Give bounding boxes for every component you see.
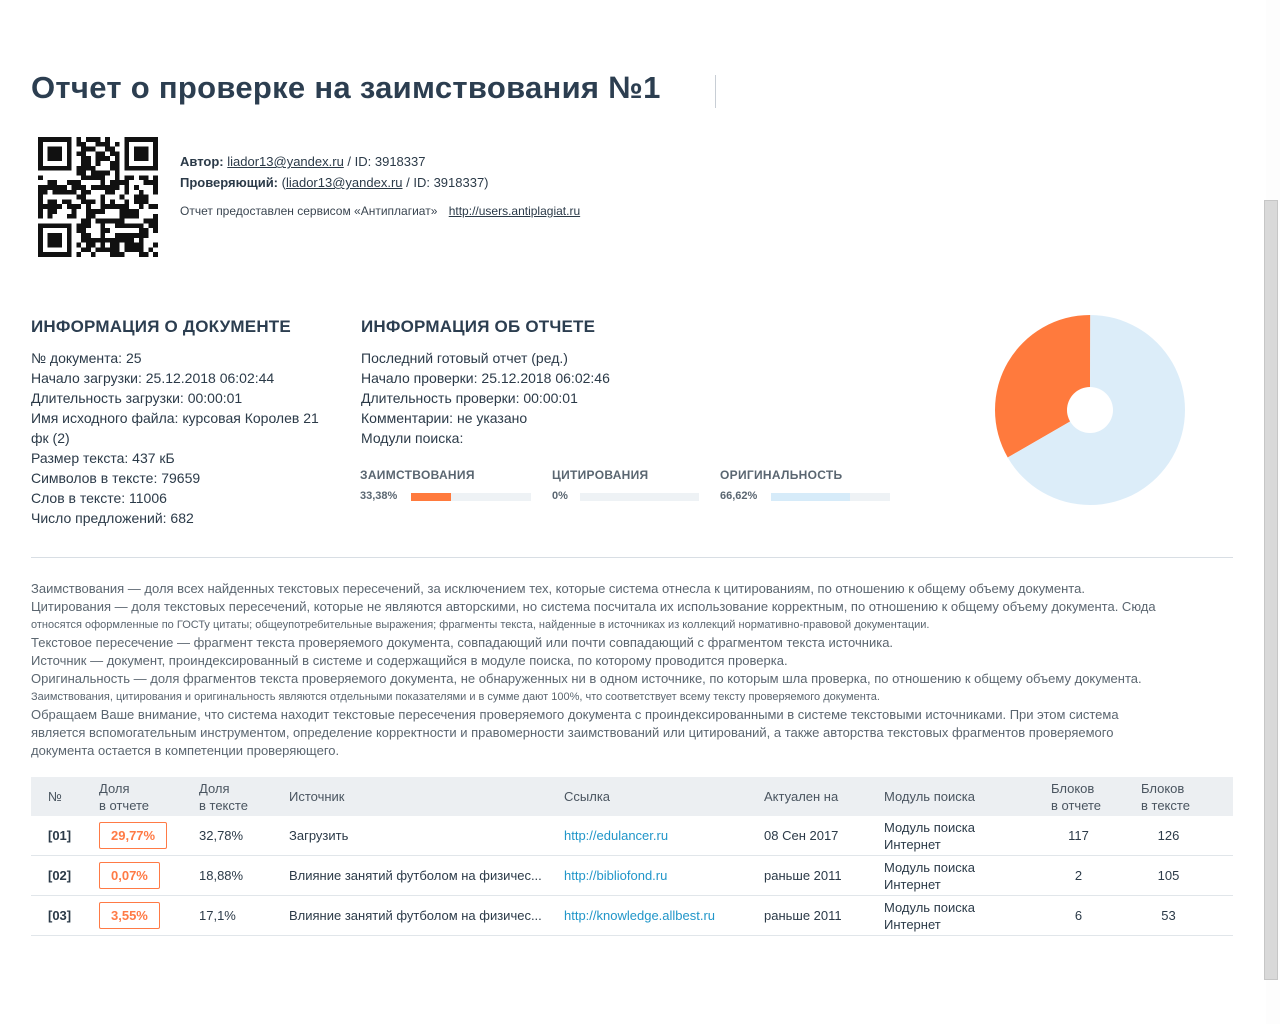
- metric-label: ЗАИМСТВОВАНИЯ: [360, 468, 475, 482]
- metric-label: ОРИГИНАЛЬНОСТЬ: [720, 468, 843, 482]
- checker-id: / ID: 3918337): [402, 175, 489, 190]
- row-number: [02]: [48, 868, 72, 883]
- table-body: [31, 816, 1233, 936]
- col-share-report-line: Доля: [99, 780, 130, 796]
- author-email-link[interactable]: liador13@yandex.ru: [227, 154, 344, 169]
- col-link: Ссылка: [564, 789, 611, 804]
- source-cell[interactable]: Загрузить: [289, 828, 349, 843]
- module-line: Интернет: [884, 876, 941, 892]
- col-source: Источник: [289, 789, 345, 804]
- donut-hole: [1067, 387, 1113, 433]
- report-info-line: Начало проверки: 25.12.2018 06:02:46: [361, 370, 610, 386]
- col-share-report: [99, 777, 149, 816]
- actual-date-cell: 08 Сен 2017: [764, 828, 839, 843]
- share-text-cell: 17,1%: [199, 908, 236, 923]
- divider: [31, 557, 1233, 558]
- checker-line: [180, 172, 580, 193]
- share-report-cell: [99, 816, 167, 855]
- module-line: Интернет: [884, 916, 941, 932]
- scrollbar-thumb[interactable]: [1264, 200, 1278, 980]
- metric-originality: [720, 468, 842, 502]
- report-info-line: Модули поиска:: [361, 430, 464, 446]
- doc-info-heading: ИНФОРМАЦИЯ О ДОКУМЕНТЕ: [31, 317, 291, 336]
- blocks-report-cell: 117: [1068, 828, 1089, 843]
- service-text: Отчет предоставлен сервисом «Антиплагиат»: [180, 204, 438, 218]
- col-num: №: [48, 789, 62, 804]
- table-row: [31, 856, 1233, 896]
- source-link[interactable]: http://knowledge.allbest.ru: [564, 908, 716, 923]
- metric-value: 33,38%: [360, 490, 398, 502]
- report-info-line: Комментарии: не указано: [361, 410, 528, 426]
- metric-track: [411, 493, 531, 501]
- doc-info-line: Число предложений: 682: [31, 510, 194, 526]
- note-line: Заимствования, цитирования и оригинальность являются отдельными показателями и в сумме дают 100%, что соответствует всему тексту проверяемого документа.: [31, 691, 880, 703]
- module-cell: [884, 856, 975, 895]
- doc-info-list: [31, 348, 319, 528]
- text-cursor: [715, 75, 716, 108]
- note-line: Оригинальность — доля фрагментов текста проверяемого документа, не обнаруженных ни в одном источнике, по которым шла проверка, по отношению к общему объему документа.: [31, 671, 1142, 686]
- note-line: Цитирования — доля текстовых пересечений, которые не являются авторскими, но система посчитала их использование корректным, по отношению к общему объему документа. Сюда: [31, 599, 1156, 614]
- metric-citations: [552, 468, 648, 502]
- service-link[interactable]: http://users.antiplagiat.ru: [448, 204, 581, 218]
- sources-table: [31, 777, 1233, 936]
- report-info-heading: ИНФОРМАЦИЯ ОБ ОТЧЕТЕ: [361, 317, 596, 336]
- metric-track: [580, 493, 699, 501]
- share-report-badge[interactable]: 29,77%: [99, 822, 167, 849]
- checker-label: Проверяющий:: [180, 175, 279, 190]
- col-blocks-report-line: в отчете: [1051, 797, 1102, 813]
- row-number: [01]: [48, 828, 72, 843]
- share-report-cell: [99, 856, 160, 895]
- metric-value: 0%: [552, 490, 568, 502]
- qr-finder-pattern: [38, 223, 72, 257]
- col-share-text: [199, 777, 248, 816]
- service-line: [180, 201, 580, 222]
- col-module: Модуль поиска: [884, 789, 975, 804]
- blocks-report-cell: 6: [1074, 908, 1083, 923]
- share-report-badge[interactable]: 0,07%: [99, 862, 160, 889]
- qr-finder-pattern: [124, 137, 158, 171]
- note-line: является вспомогательным инструментом, определение корректности и правомерности заимствований или цитирований, а также авторства текстовых фрагментов проверяемого: [31, 725, 1114, 740]
- note-line: Текстовое пересечение — фрагмент текста проверяемого документа, совпадающий или почти совпадающий с фрагментом текста источника.: [31, 635, 894, 650]
- source-link[interactable]: http://edulancer.ru: [564, 828, 669, 843]
- metric-borrowings: [360, 468, 475, 502]
- module-cell: [884, 816, 975, 855]
- qr-finder-pattern: [38, 137, 72, 171]
- col-share-report-line: в отчете: [99, 797, 150, 813]
- col-share-text-line: Доля: [199, 780, 230, 796]
- doc-info-line: Слов в тексте: 11006: [31, 490, 167, 506]
- col-blocks-text-line: в тексте: [1141, 797, 1190, 813]
- share-text-cell: 18,88%: [199, 868, 244, 883]
- col-blocks-text-line: Блоков: [1141, 780, 1185, 796]
- blocks-text-cell: 53: [1161, 908, 1176, 923]
- report-title: Отчет о проверке на заимствования №1: [31, 70, 661, 105]
- module-line: Модуль поиска: [884, 819, 975, 835]
- module-line: Интернет: [884, 836, 941, 852]
- col-blocks-text: [1141, 777, 1190, 816]
- checker-paren: (: [278, 175, 286, 190]
- actual-date-cell: раньше 2011: [764, 908, 842, 923]
- share-report-cell: [99, 896, 160, 935]
- doc-info-line: Начало загрузки: 25.12.2018 06:02:44: [31, 370, 275, 386]
- note-line: документа остается в компетенции проверяющего.: [31, 743, 340, 758]
- author-line: [180, 151, 580, 172]
- actual-date-cell: раньше 2011: [764, 868, 842, 883]
- col-share-text-line: в тексте: [199, 797, 248, 813]
- metric-bar-fill: [411, 493, 451, 501]
- source-cell[interactable]: Влияние занятий футболом на физичес...: [289, 908, 542, 923]
- module-cell: [884, 896, 975, 935]
- source-cell[interactable]: Влияние занятий футболом на физичес...: [289, 868, 542, 883]
- metric-value: 66,62%: [720, 490, 758, 502]
- table-row: [31, 896, 1233, 936]
- doc-info-line: Символов в тексте: 79659: [31, 470, 201, 486]
- col-blocks-report: [1051, 777, 1101, 816]
- report-meta: [180, 151, 580, 222]
- author-id: / ID: 3918337: [343, 154, 426, 169]
- doc-info-line: Длительность загрузки: 00:00:01: [31, 390, 243, 406]
- table-row: [31, 816, 1233, 856]
- col-blocks-report-line: Блоков: [1051, 780, 1095, 796]
- doc-info-line: Имя исходного файла: курсовая Королев 21: [31, 410, 319, 426]
- module-line: Модуль поиска: [884, 859, 975, 875]
- doc-info-line: № документа: 25: [31, 350, 142, 366]
- doc-info-line: фк (2): [31, 430, 70, 446]
- note-line: Источник — документ, проиндексированный в системе и содержащийся в модуле поиска, по которому проводится проверка.: [31, 653, 788, 668]
- doc-info-line: Размер текста: 437 кБ: [31, 450, 175, 466]
- metrics-bars: [360, 468, 900, 508]
- originality-donut-chart: [994, 314, 1186, 506]
- blocks-report-cell: 2: [1074, 868, 1083, 883]
- col-actual: Актуален на: [764, 789, 839, 804]
- metric-label: ЦИТИРОВАНИЯ: [552, 468, 649, 482]
- blocks-text-cell: 105: [1157, 868, 1180, 883]
- report-info-line: Длительность проверки: 00:00:01: [361, 390, 578, 406]
- note-line: Заимствования — доля всех найденных текстовых пересечений, за исключением тех, которые система отнесла к цитированиям, по отношению к общему объему документа.: [31, 581, 1085, 596]
- qr-code-image: [38, 137, 158, 257]
- definitions-notes: [31, 580, 1231, 760]
- share-report-badge[interactable]: 3,55%: [99, 902, 160, 929]
- report-info-line: Последний готовый отчет (ред.): [361, 350, 568, 366]
- metric-bar-fill: [771, 493, 850, 501]
- metric-track: [771, 493, 890, 501]
- share-text-cell: 32,78%: [199, 828, 244, 843]
- source-link[interactable]: http://bibliofond.ru: [564, 868, 668, 883]
- row-number: [03]: [48, 908, 72, 923]
- author-label: Автор:: [180, 154, 224, 169]
- module-line: Модуль поиска: [884, 899, 975, 915]
- note-line: Обращаем Ваше внимание, что система находит текстовые пересечения проверяемого документа с проиндексированными в системе текстовыми источниками. При этом система: [31, 707, 1119, 722]
- report-info-list: [361, 348, 610, 448]
- checker-email-link[interactable]: liador13@yandex.ru: [285, 175, 403, 190]
- blocks-text-cell: 126: [1157, 828, 1180, 843]
- table-header: [31, 777, 1233, 816]
- scrollbar-area: [1266, 0, 1280, 1024]
- note-line: относятся оформленные по ГОСТу цитаты; общеупотребительные выражения; фрагменты текста, найденные в источниках из коллекций нормативно-правовой документации.: [31, 619, 930, 631]
